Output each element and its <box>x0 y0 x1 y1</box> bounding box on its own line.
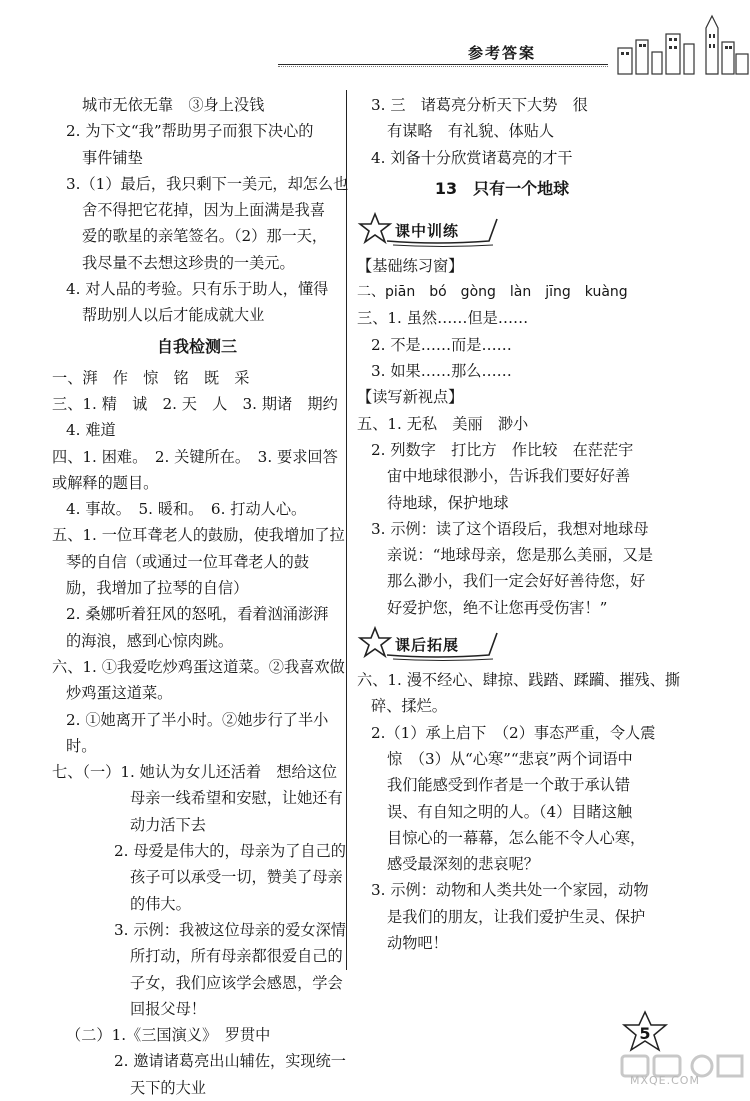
right-column <box>357 92 681 956</box>
header-bar <box>278 44 608 65</box>
answer-line: 2. 为下文“我”帮助男子而狠下决心的 <box>66 122 314 141</box>
answer-line: 3. 示例：动物和人类共处一个家园，动物 <box>371 881 649 900</box>
answer-line: 的伟大。 <box>130 894 191 913</box>
answer-line: 2. 邀请诸葛亮出山辅佐，实现统一 <box>114 1052 346 1071</box>
answer-line: 七、（一）1. 她认为女儿还活着 想给这位 <box>52 763 338 782</box>
header-dots <box>278 66 608 67</box>
answer-line: 我们能感受到作者是一个敢于承认错 <box>387 776 630 795</box>
answer-line: 孩子可以承受一切，赞美了母亲 <box>130 868 343 887</box>
answer-line: 2. 桑娜听着狂风的怒吼，看着汹涌澎湃 <box>66 605 329 624</box>
answer-line: 一、湃 作 惊 铭 既 采 <box>52 368 250 387</box>
answer-line: 五、1. 一位耳聋老人的鼓励，使我增加了拉 <box>52 526 345 545</box>
city-skyline-icon <box>600 14 750 76</box>
answer-line: 目惊心的一幕幕，怎么能不令人心寒， <box>387 828 646 847</box>
answer-line: 子女，我们应该学会感恩，学会 <box>130 973 343 992</box>
answer-line: 2. 列数字 打比方 作比较 在茫茫宇 <box>371 440 634 459</box>
answer-line: 我尽量不去想这珍贵的一美元。 <box>82 253 295 272</box>
section-badge <box>357 211 647 251</box>
answer-line: 待地球，保护地球 <box>387 493 509 512</box>
answer-line: 4. 事故。 5. 暖和。 6. 打动人心。 <box>66 500 307 519</box>
answer-line: 3. 三 诸葛亮分析天下大势 很 <box>371 96 588 114</box>
answer-line: 2. 不是……而是…… <box>371 335 512 354</box>
answer-line: 励，我增加了拉琴的自信） <box>66 579 249 598</box>
answer-line: 三、1. 虽然……但是…… <box>357 309 529 328</box>
answer-line: 2. ①她离开了半小时。②她步行了半小 <box>66 710 329 729</box>
answer-line: 二、piān bó gòng làn jīng kuàng <box>357 284 628 301</box>
answer-line: 4. 刘备十分欣赏诸葛亮的才干 <box>371 148 573 167</box>
answer-line: 所打动，所有母亲都很爱自己的 <box>130 947 343 966</box>
section-heading: 自我检测三 <box>156 336 237 356</box>
section-badge-label: 课中训练 <box>395 221 460 240</box>
page-number: 5 <box>639 1024 651 1043</box>
answer-line: 动物吧！ <box>387 934 448 953</box>
answer-line: 感受最深刻的悲哀呢？ <box>387 855 539 874</box>
answer-line: 误、有自知之明的人。（4）目睹这触 <box>387 802 633 821</box>
answer-line: 炒鸡蛋这道菜。 <box>66 684 173 703</box>
answer-line: 城市无依无靠 ③身上没钱 <box>82 96 265 114</box>
left-column <box>52 92 349 1101</box>
answer-line: 那么渺小，我们一定会好好善待您，好 <box>387 572 646 591</box>
section-heading: 13 只有一个地球 <box>434 178 570 198</box>
answer-line: 琴的自信（或通过一位耳聋老人的鼓 <box>66 552 309 571</box>
answer-line: 亲说：“地球母亲，您是那么美丽，又是 <box>387 546 653 565</box>
answer-line: 四、1. 困难。 2. 关键所在。 3. 要求回答 <box>52 447 338 466</box>
column-divider <box>346 90 347 970</box>
answer-line: 爱的歌星的亲笔签名。（2）那一天， <box>82 227 328 246</box>
answer-line: 天下的大业 <box>130 1078 206 1097</box>
watermark-url: MXQE.COM <box>630 1074 700 1087</box>
answer-line: 3.（1）最后，我只剩下一美元，却怎么也 <box>66 174 349 193</box>
answer-line: 事件铺垫 <box>82 148 143 167</box>
answer-line: 或解释的题目。 <box>52 473 159 492</box>
answer-line: 舍不得把它花掉，因为上面满是我喜 <box>82 201 325 220</box>
answer-line: 帮助别人以后才能成就大业 <box>82 306 265 325</box>
answer-line: 的海浪，感到心惊肉跳。 <box>66 631 234 650</box>
answer-line: 好爱护您，绝不让您再受伤害！” <box>387 598 608 617</box>
answer-line: 动力活下去 <box>130 815 206 834</box>
answer-line: 4. 难道 <box>66 421 116 440</box>
header-title: 参考答案 <box>468 44 537 62</box>
answer-line: 2. 母爱是伟大的，母亲为了自己的 <box>114 842 346 861</box>
answer-line: 2.（1）承上启下 （2）事态严重，令人震 <box>371 723 656 742</box>
answer-line: 3. 示例：读了这个语段后，我想对地球母 <box>371 519 649 538</box>
answer-line: 母亲一线希望和安慰，让她还有 <box>130 789 343 808</box>
answer-line: 宙中地球很渺小，告诉我们要好好善 <box>387 467 630 486</box>
answer-line: 【读写新视点】 <box>357 388 464 407</box>
answer-line: 回报父母！ <box>130 999 206 1018</box>
answer-line: 3. 如果……那么…… <box>371 362 512 381</box>
answer-line: 五、1. 无私 美丽 渺小 <box>357 414 529 433</box>
section-badge-label: 课后拓展 <box>395 636 460 655</box>
answer-line: 三、1. 精 诚 2. 天 人 3. 期诸 期约 <box>52 394 338 413</box>
answer-line: 惊 （3）从“心寒”“悲哀”两个词语中 <box>387 749 633 768</box>
answer-line: 4. 对人品的考验。只有乐于助人，懂得 <box>66 280 329 299</box>
answer-line: 六、1. 漫不经心、肆掠、践踏、蹂躏、摧残、撕 <box>357 671 681 690</box>
answer-line: 有谋略 有礼貌、体贴人 <box>387 122 555 141</box>
answer-line: 时。 <box>66 736 97 755</box>
page-number-badge <box>618 1010 672 1054</box>
answer-line: 3. 示例：我被这位母亲的爱女深情 <box>114 920 346 939</box>
answer-line: 六、1. ①我爱吃炒鸡蛋这道菜。②我喜欢做 <box>52 657 345 676</box>
answer-line: 【基础练习窗】 <box>357 256 464 275</box>
answer-line: 是我们的朋友，让我们爱护生灵、保护 <box>387 907 646 926</box>
answer-line: 碎、揉烂。 <box>371 697 447 716</box>
answer-line: （二）1.《三国演义》 罗贯中 <box>66 1026 271 1045</box>
section-badge <box>357 625 647 665</box>
